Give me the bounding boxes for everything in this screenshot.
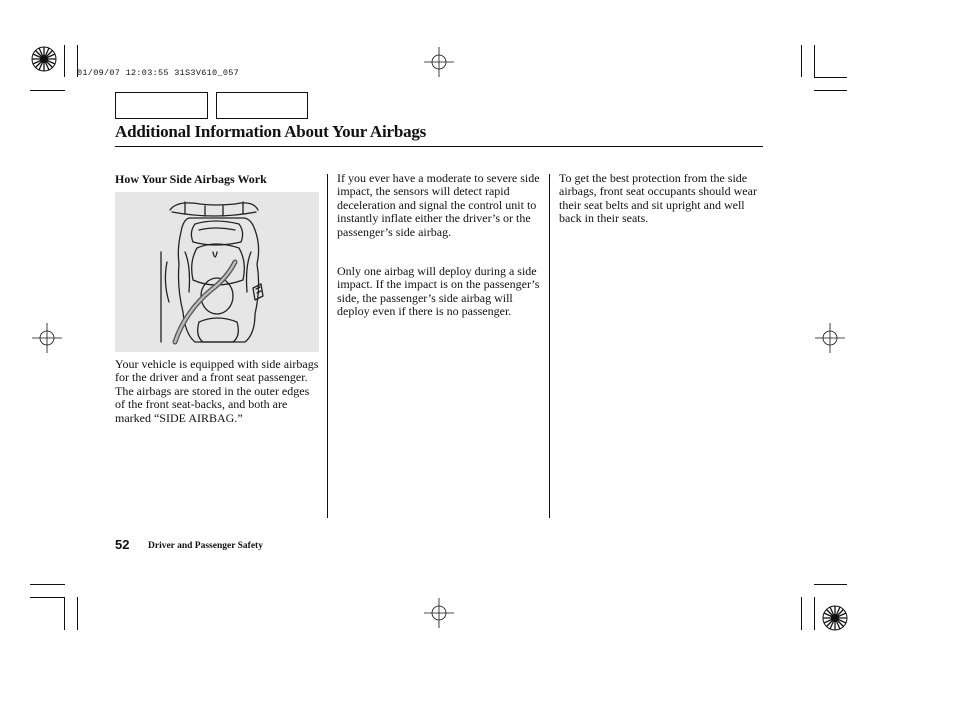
page-number: 52 (115, 537, 130, 552)
crosshair-mark-icon (32, 323, 62, 353)
column-divider (327, 174, 328, 518)
middle-column-paragraph-2: Only one airbag will deploy during a side impact. If the impact is on the passenger’s side, the passenger’s side airbag will deploy even if there is no passenger. (337, 264, 540, 319)
footer-section-name: Driver and Passenger Safety (148, 541, 263, 551)
registration-target-icon (821, 604, 849, 632)
page-title: Additional Information About Your Airbags (115, 122, 427, 141)
section-subheading: How Your Side Airbags Work (115, 172, 267, 186)
crosshair-mark-icon (424, 47, 454, 77)
title-rule (115, 146, 763, 147)
section-tab-box-1 (115, 92, 208, 119)
section-tab-box-2 (216, 92, 308, 119)
print-stamp: 01/09/07 12:03:55 31S3V610_057 (77, 68, 240, 78)
seat-occupant-icon (115, 192, 319, 352)
middle-column-paragraph-1: If you ever have a moderate to severe side impact, the sensors will detect rapid deceleration and signal the control unit to instantly inflate either the driver’s or the passenger’s side airbag. (337, 171, 540, 239)
crosshair-mark-icon (424, 598, 454, 628)
left-column-paragraph: Your vehicle is equipped with side airbags for the driver and a front seat passenger. The airbags are stored in the outer edges of the front seat-backs, and both are marked “SIDE AIRBAG.” (115, 357, 319, 425)
right-column-paragraph: To get the best protection from the side airbags, front seat occupants should wear their seat belts and sit upright and well back in their seats. (559, 171, 757, 226)
crosshair-mark-icon (815, 323, 845, 353)
column-divider (549, 174, 550, 518)
registration-target-icon (30, 45, 58, 73)
side-airbag-illustration (115, 192, 319, 352)
